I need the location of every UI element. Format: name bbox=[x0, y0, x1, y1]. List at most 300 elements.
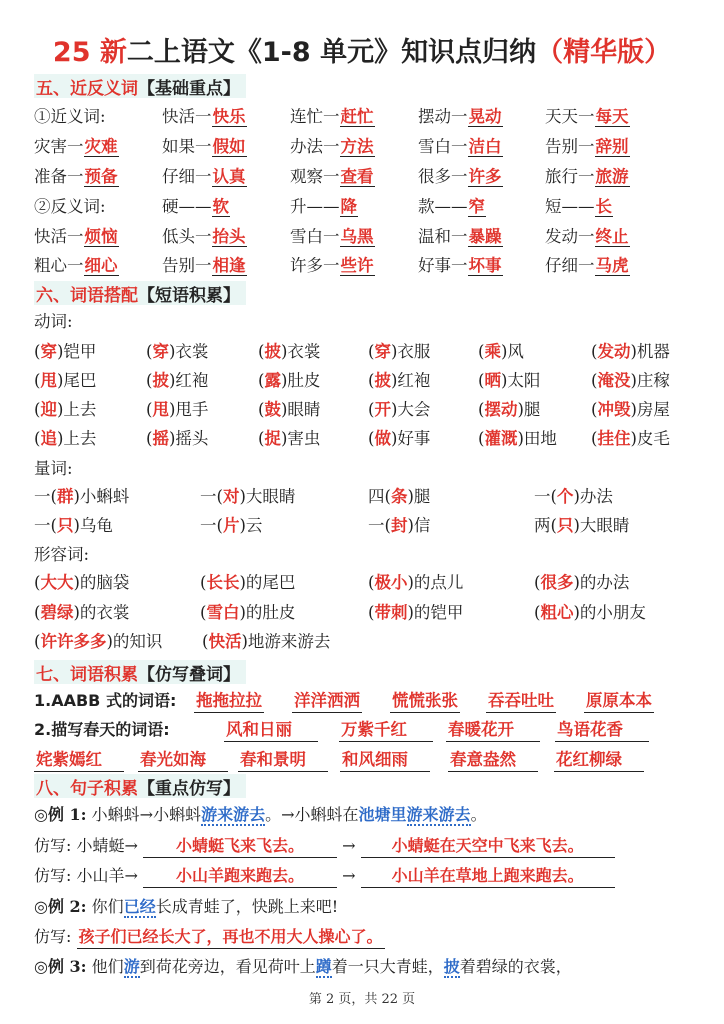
paren: ) bbox=[239, 516, 246, 535]
paren: ( bbox=[478, 400, 485, 419]
verb-word: 开 bbox=[374, 400, 391, 419]
paren: ( bbox=[534, 573, 541, 592]
paren: ) bbox=[407, 573, 414, 592]
word-answer: 赶忙 bbox=[340, 107, 374, 126]
word-pair bbox=[545, 222, 630, 252]
measure-word: 对 bbox=[222, 487, 240, 506]
verb-word: 迎 bbox=[40, 400, 57, 419]
word-pair bbox=[162, 192, 230, 222]
word-answer: 些许 bbox=[340, 256, 374, 275]
adjective-object: 的尾巴 bbox=[245, 573, 296, 592]
measure-row bbox=[34, 511, 714, 541]
example-1-sentence: ◎例 1: 小蝌蚪→小蝌蚪游来游去。→小蝌蚪在池塘里游来游去。 bbox=[34, 805, 487, 824]
aabb-word bbox=[194, 686, 264, 716]
verb-object: 上去 bbox=[63, 400, 97, 419]
paren: ) bbox=[407, 487, 414, 506]
word-pair bbox=[162, 162, 247, 192]
spring-word-text: 花红柳绿 bbox=[554, 749, 644, 772]
word-prompt: 灾害一 bbox=[34, 137, 84, 156]
spring-word-text: 风和日丽 bbox=[224, 719, 318, 742]
word-prompt: 观察一 bbox=[290, 167, 340, 186]
adjective-phrase bbox=[34, 598, 129, 628]
word-prompt: 雪白一 bbox=[290, 227, 340, 246]
adjective-object: 的知识 bbox=[112, 632, 163, 651]
word-answer: 降 bbox=[340, 197, 357, 216]
spring-word-text: 春和景明 bbox=[238, 749, 328, 772]
verb-row bbox=[34, 366, 714, 396]
paren: ( bbox=[368, 371, 375, 390]
adjective-word: 大大 bbox=[40, 573, 74, 592]
verb-word: 甩 bbox=[152, 400, 169, 419]
word-prompt: 粗心一 bbox=[34, 256, 84, 275]
word-answer: 灾难 bbox=[84, 137, 118, 156]
paren: ( bbox=[34, 371, 41, 390]
verb-object: 摇头 bbox=[175, 429, 209, 448]
aabb-word bbox=[292, 686, 362, 716]
adjective-row bbox=[34, 627, 714, 657]
spring-word-text: 万紫千红 bbox=[339, 719, 433, 742]
word-answer: 坏事 bbox=[468, 256, 502, 275]
adjective-object: 的小朋友 bbox=[579, 603, 646, 622]
word-pair bbox=[418, 162, 503, 192]
word-pair-row bbox=[34, 132, 714, 162]
word-answer: 辞别 bbox=[595, 137, 629, 156]
paren: ) bbox=[241, 632, 248, 651]
adjective-phrase bbox=[34, 627, 162, 657]
paren: ( bbox=[368, 603, 375, 622]
paren: ) bbox=[73, 487, 80, 506]
word-pair bbox=[162, 222, 247, 252]
paren: ( bbox=[258, 342, 265, 361]
verb-phrase bbox=[478, 366, 540, 396]
measure-object: 腿 bbox=[413, 487, 431, 506]
word-answer: 马虎 bbox=[595, 256, 629, 275]
measure-phrase bbox=[534, 511, 629, 541]
word-prompt: 告别一 bbox=[545, 137, 595, 156]
paren: ) bbox=[390, 371, 398, 390]
verb-word: 冲毁 bbox=[597, 400, 631, 419]
measure-object: 信 bbox=[413, 516, 431, 535]
section-heading-6: 六、词语搭配 【短语积累】 bbox=[34, 281, 246, 305]
adjective-object: 的办法 bbox=[579, 573, 630, 592]
section-heading-7: 七、词语积累 【仿写叠词】 bbox=[34, 660, 246, 684]
paren: ) bbox=[500, 342, 508, 361]
verb-phrase bbox=[591, 395, 670, 425]
verb-word: 披 bbox=[264, 342, 281, 361]
measure-phrase bbox=[368, 482, 430, 512]
measure-phrase bbox=[34, 511, 113, 541]
verb-phrase bbox=[368, 366, 430, 396]
word-pair bbox=[162, 132, 247, 162]
adjective-phrase bbox=[200, 598, 295, 628]
paren: ( bbox=[384, 487, 391, 506]
adjective-phrase bbox=[368, 598, 463, 628]
verb-phrase bbox=[34, 366, 96, 396]
paren: ( bbox=[50, 516, 57, 535]
verb-object: 庄稼 bbox=[636, 371, 670, 390]
paren: ) bbox=[630, 400, 637, 419]
word-prompt: 温和一 bbox=[418, 227, 468, 246]
synonym-label: ①近义词: bbox=[34, 107, 106, 126]
word-answer: 乌黑 bbox=[340, 227, 374, 246]
verb-word: 穿 bbox=[152, 342, 169, 361]
word-pair bbox=[290, 251, 375, 281]
measure-number: 一 bbox=[368, 516, 385, 535]
verb-phrase bbox=[478, 395, 540, 425]
adjective-object: 的点儿 bbox=[413, 573, 464, 592]
paren: ) bbox=[56, 371, 64, 390]
word-answer: 抬头 bbox=[212, 227, 246, 246]
word-answer: 快乐 bbox=[212, 107, 246, 126]
word-pair bbox=[34, 162, 119, 192]
word-pair bbox=[545, 192, 613, 222]
paren: ( bbox=[258, 400, 265, 419]
paren: ( bbox=[258, 371, 265, 390]
verb-phrase bbox=[478, 424, 557, 454]
verb-phrase bbox=[591, 337, 670, 367]
adjective-word: 许许多多 bbox=[40, 632, 107, 651]
aabb-word bbox=[584, 686, 654, 716]
word-prompt: 许多一 bbox=[290, 256, 340, 275]
word-answer: 窄 bbox=[468, 197, 485, 216]
aabb-word-text: 拖拖拉拉 bbox=[194, 690, 264, 713]
paren: ) bbox=[407, 603, 414, 622]
word-answer: 每天 bbox=[595, 107, 629, 126]
word-prompt: 天天一 bbox=[545, 107, 595, 126]
spring-word-text: 春光如海 bbox=[138, 749, 228, 772]
measure-number: 一 bbox=[534, 487, 551, 506]
verb-object: 田地 bbox=[523, 429, 557, 448]
verb-word: 淹没 bbox=[597, 371, 631, 390]
measure-number: 一 bbox=[200, 487, 217, 506]
spring-words-row bbox=[34, 745, 714, 775]
word-prompt: 旅行一 bbox=[545, 167, 595, 186]
word-prompt: 低头一 bbox=[162, 227, 212, 246]
word-answer: 旅游 bbox=[595, 167, 629, 186]
word-pair-row bbox=[34, 192, 714, 222]
verb-phrase bbox=[146, 424, 208, 454]
paren: ( bbox=[550, 487, 557, 506]
paren: ) bbox=[239, 603, 246, 622]
paren: ( bbox=[368, 429, 375, 448]
spring-word bbox=[446, 715, 540, 745]
word-pair bbox=[545, 102, 630, 132]
adjective-word: 很多 bbox=[540, 573, 574, 592]
verb-object: 甩手 bbox=[175, 400, 209, 419]
paren: ( bbox=[384, 516, 391, 535]
verb-phrase bbox=[591, 366, 670, 396]
verb-word: 挂住 bbox=[597, 429, 631, 448]
word-answer: 细心 bbox=[84, 256, 118, 275]
word-prompt: 升—— bbox=[290, 197, 340, 216]
example-1-copy-2: 仿写: 小山羊→ 小山羊跑来跑去。 → 小山羊在草地上跑来跑去。 bbox=[34, 861, 615, 891]
paren: ) bbox=[630, 342, 637, 361]
verb-word: 穿 bbox=[374, 342, 391, 361]
verb-phrase bbox=[146, 337, 208, 367]
paren: ) bbox=[390, 400, 398, 419]
aabb-word-text: 洋洋洒洒 bbox=[292, 690, 362, 713]
paren: ) bbox=[280, 400, 288, 419]
word-pair bbox=[34, 251, 119, 281]
verb-object: 上去 bbox=[63, 429, 97, 448]
paren: ) bbox=[630, 371, 637, 390]
word-pair-row bbox=[34, 162, 714, 192]
word-prompt: 快活一 bbox=[162, 107, 212, 126]
word-pair-row bbox=[34, 102, 714, 132]
spring-word bbox=[340, 745, 430, 775]
adjective-word: 长长 bbox=[206, 573, 240, 592]
paren: ) bbox=[168, 371, 176, 390]
word-pair bbox=[290, 192, 358, 222]
paren: ( bbox=[146, 371, 153, 390]
verb-phrase bbox=[146, 395, 208, 425]
paren: ) bbox=[630, 429, 637, 448]
measure-word: 个 bbox=[556, 487, 574, 506]
paren: ) bbox=[573, 487, 580, 506]
measure-word: 条 bbox=[390, 487, 408, 506]
measure-phrase bbox=[200, 482, 295, 512]
verb-word: 乘 bbox=[484, 342, 501, 361]
paren: ) bbox=[280, 371, 288, 390]
adjective-label: 形容词: bbox=[34, 545, 90, 564]
paren: ) bbox=[73, 573, 80, 592]
adjective-object: 的脑袋 bbox=[79, 573, 130, 592]
verb-word: 披 bbox=[374, 371, 391, 390]
measure-number: 一 bbox=[200, 516, 217, 535]
spring-words-row bbox=[34, 715, 714, 745]
paren: ) bbox=[168, 429, 176, 448]
word-prompt: 发动一 bbox=[545, 227, 595, 246]
paren: ) bbox=[168, 342, 176, 361]
verb-phrase bbox=[591, 424, 670, 454]
paren: ( bbox=[368, 342, 375, 361]
spring-word-text: 和风细雨 bbox=[340, 749, 430, 772]
word-pair bbox=[290, 102, 375, 132]
paren: ( bbox=[478, 429, 485, 448]
word-prompt: 准备一 bbox=[34, 167, 84, 186]
verb-phrase bbox=[34, 395, 96, 425]
word-prompt: 仔细一 bbox=[162, 167, 212, 186]
adjective-phrase bbox=[534, 568, 629, 598]
measure-object: 办法 bbox=[579, 487, 613, 506]
verb-word: 晒 bbox=[484, 371, 501, 390]
aabb-row bbox=[34, 686, 714, 716]
antonym-label: ②反义词: bbox=[34, 197, 106, 216]
word-prompt: 硬—— bbox=[162, 197, 212, 216]
spring-word bbox=[34, 745, 124, 775]
adjective-phrase bbox=[368, 568, 463, 598]
word-pair bbox=[418, 192, 486, 222]
word-answer: 终止 bbox=[595, 227, 629, 246]
paren: ( bbox=[146, 342, 153, 361]
verb-word: 捉 bbox=[264, 429, 281, 448]
verb-phrase bbox=[34, 337, 96, 367]
verb-object: 红袍 bbox=[397, 371, 431, 390]
verb-object: 机器 bbox=[636, 342, 670, 361]
verb-object: 眼睛 bbox=[287, 400, 321, 419]
spring-label: 2.描写春天的词语: bbox=[34, 720, 170, 739]
paren: ) bbox=[573, 603, 580, 622]
paren: ( bbox=[368, 573, 375, 592]
word-pair bbox=[545, 162, 630, 192]
paren: ) bbox=[106, 632, 113, 651]
adjective-phrase bbox=[200, 568, 295, 598]
adjective-object: 地游来游去 bbox=[247, 632, 331, 651]
word-answer: 认真 bbox=[212, 167, 246, 186]
verb-word: 追 bbox=[40, 429, 57, 448]
verb-phrase bbox=[368, 424, 430, 454]
paren: ( bbox=[34, 603, 41, 622]
spring-word bbox=[138, 745, 228, 775]
spring-word bbox=[555, 715, 649, 745]
paren: ) bbox=[500, 371, 508, 390]
spring-word bbox=[554, 745, 644, 775]
page-footer: 第 2 页，共 22 页 bbox=[308, 992, 416, 1007]
verb-word: 灌溉 bbox=[484, 429, 518, 448]
adjective-row bbox=[34, 598, 714, 628]
verb-word: 摆动 bbox=[484, 400, 518, 419]
paren: ( bbox=[534, 603, 541, 622]
spring-word bbox=[339, 715, 433, 745]
example-3-sentence: ◎例 3: 他们游到荷花旁边，看见荷叶上蹲着一只大青蛙，披着碧绿的衣裳， bbox=[34, 957, 572, 976]
adjective-word: 极小 bbox=[374, 573, 408, 592]
verb-word: 披 bbox=[152, 371, 169, 390]
verb-word: 摇 bbox=[152, 429, 169, 448]
adjective-word: 快活 bbox=[208, 632, 242, 651]
paren: ( bbox=[34, 400, 41, 419]
adjective-phrase bbox=[534, 598, 646, 628]
verb-object: 房屋 bbox=[636, 400, 670, 419]
paren: ) bbox=[517, 429, 524, 448]
word-prompt: 仔细一 bbox=[545, 256, 595, 275]
adjective-word: 碧绿 bbox=[40, 603, 74, 622]
word-pair bbox=[418, 222, 503, 252]
measure-word: 封 bbox=[390, 516, 408, 535]
paren: ( bbox=[34, 429, 41, 448]
spring-word-text: 鸟语花香 bbox=[555, 719, 649, 742]
word-pair bbox=[290, 162, 375, 192]
paren: ( bbox=[146, 429, 153, 448]
word-prompt: 款—— bbox=[418, 197, 468, 216]
word-prompt: 快活一 bbox=[34, 227, 84, 246]
measure-number: 一 bbox=[34, 516, 51, 535]
measure-phrase bbox=[34, 482, 129, 512]
paren: ) bbox=[73, 603, 80, 622]
measure-number: 一 bbox=[34, 487, 51, 506]
adjective-word: 粗心 bbox=[540, 603, 574, 622]
word-prompt: 好事一 bbox=[418, 256, 468, 275]
word-answer: 方法 bbox=[340, 137, 374, 156]
word-pair bbox=[290, 222, 375, 252]
adjective-phrase bbox=[202, 627, 330, 657]
section-heading-5: 五、近反义词 【基础重点】 bbox=[34, 74, 246, 98]
word-answer: 长 bbox=[595, 197, 612, 216]
aabb-word bbox=[486, 686, 556, 716]
verb-object: 皮毛 bbox=[636, 429, 670, 448]
word-answer: 烦恼 bbox=[84, 227, 118, 246]
measure-number: 四 bbox=[368, 487, 385, 506]
verb-row bbox=[34, 337, 714, 367]
paren: ( bbox=[202, 632, 209, 651]
paren: ) bbox=[573, 516, 580, 535]
paren: ) bbox=[168, 400, 176, 419]
paren: ) bbox=[56, 342, 64, 361]
word-pair bbox=[34, 222, 119, 252]
paren: ( bbox=[200, 603, 207, 622]
word-prompt: 短—— bbox=[545, 197, 595, 216]
adjective-object: 的衣裳 bbox=[79, 603, 130, 622]
measure-object: 乌龟 bbox=[79, 516, 113, 535]
verb-object: 害虫 bbox=[287, 429, 321, 448]
word-pair bbox=[290, 132, 375, 162]
verb-phrase bbox=[258, 337, 320, 367]
section-heading-8: 八、句子积累 【重点仿写】 bbox=[34, 774, 246, 798]
spring-word-text: 春意盎然 bbox=[448, 749, 538, 772]
word-prompt: 告别一 bbox=[162, 256, 212, 275]
measure-phrase bbox=[368, 511, 430, 541]
verb-phrase bbox=[146, 366, 208, 396]
verb-object: 衣裳 bbox=[175, 342, 209, 361]
word-prompt: 很多一 bbox=[418, 167, 468, 186]
verb-phrase bbox=[368, 337, 430, 367]
verb-object: 衣服 bbox=[397, 342, 431, 361]
paren: ) bbox=[517, 400, 524, 419]
verb-object: 肚皮 bbox=[287, 371, 321, 390]
example-1-copy-1: 仿写: 小蜻蜓→ 小蜻蜓飞来飞去。 → 小蜻蜓在天空中飞来飞去。 bbox=[34, 831, 615, 861]
verb-row bbox=[34, 395, 714, 425]
word-pair bbox=[162, 251, 247, 281]
paren: ) bbox=[56, 400, 64, 419]
verb-object: 好事 bbox=[397, 429, 431, 448]
verb-object: 太阳 bbox=[507, 371, 541, 390]
verb-phrase bbox=[368, 395, 430, 425]
word-prompt: 摆动一 bbox=[418, 107, 468, 126]
word-pair bbox=[418, 102, 503, 132]
paren: ) bbox=[407, 516, 414, 535]
word-pair bbox=[162, 102, 247, 132]
word-answer: 相逢 bbox=[212, 256, 246, 275]
word-answer: 暴躁 bbox=[468, 227, 502, 246]
paren: ( bbox=[34, 632, 41, 651]
paren: ( bbox=[34, 573, 41, 592]
title-prefix: 25 新 bbox=[52, 37, 127, 68]
aabb-word bbox=[390, 686, 460, 716]
paren: ( bbox=[216, 487, 223, 506]
verb-word: 甩 bbox=[40, 371, 57, 390]
measure-object: 云 bbox=[245, 516, 263, 535]
paren: ( bbox=[591, 371, 598, 390]
word-prompt: 如果一 bbox=[162, 137, 212, 156]
verb-word: 露 bbox=[264, 371, 281, 390]
word-answer: 晃动 bbox=[468, 107, 502, 126]
title-suffix: （精华版） bbox=[536, 37, 672, 68]
measure-phrase bbox=[200, 511, 262, 541]
paren: ( bbox=[591, 342, 598, 361]
word-pair-row bbox=[34, 222, 714, 252]
adjective-phrase bbox=[34, 568, 129, 598]
measure-word: 只 bbox=[56, 516, 74, 535]
paren: ) bbox=[280, 429, 288, 448]
verb-object: 铠甲 bbox=[63, 342, 97, 361]
measure-row bbox=[34, 482, 714, 512]
measure-number: 两 bbox=[534, 516, 551, 535]
aabb-word-text: 吞吞吐吐 bbox=[486, 690, 556, 713]
paren: ( bbox=[368, 400, 375, 419]
spring-word bbox=[238, 745, 328, 775]
paren: ( bbox=[34, 342, 41, 361]
paren: ) bbox=[573, 573, 580, 592]
word-answer: 查看 bbox=[340, 167, 374, 186]
